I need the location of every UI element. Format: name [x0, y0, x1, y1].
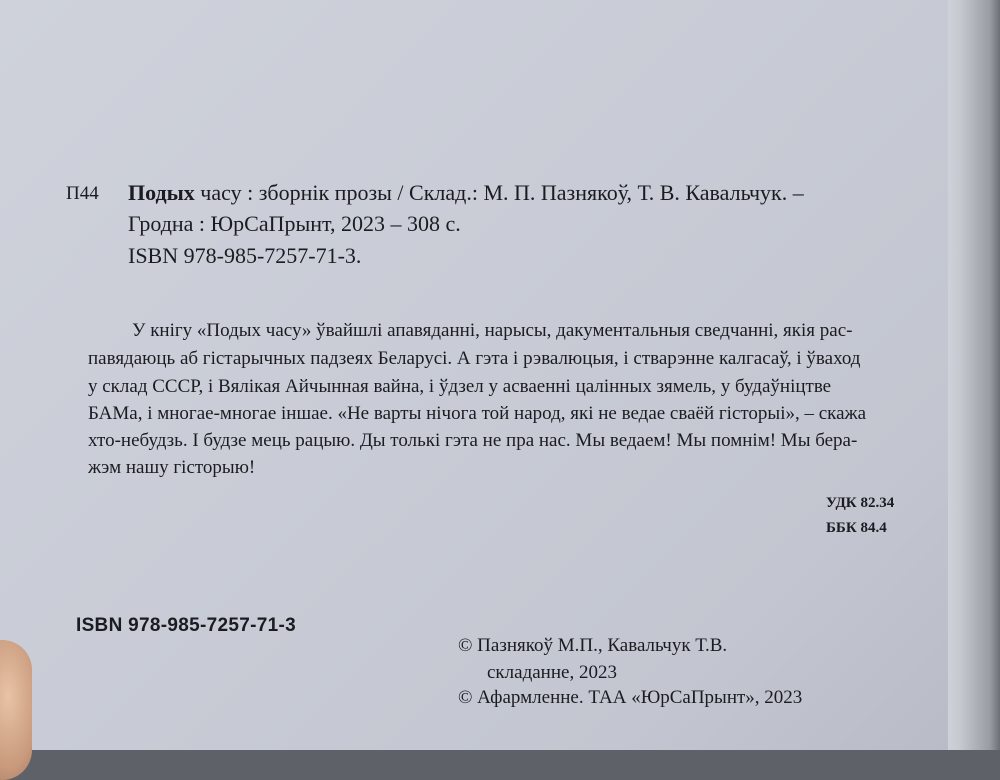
annotation-line-2: павядаюць аб гістарычных падзеях Беларусі. А гэта і рэвалюцыя, і стварэнне калгасаў, і ўваход: [88, 348, 861, 369]
annotation-line-4: БАМа, і многае-многае іншае. «Не варты нічога той народ, які не ведае сваёй гісторыі», – скажа: [88, 403, 867, 424]
library-code: П44: [66, 183, 99, 204]
annotation-line-5: хто-небудзь. І будзе мець рацыю. Ды толькі гэта не пра нас. Мы ведаем! Мы помнім! Мы бера-: [88, 430, 858, 451]
annotation-line-1: У кнігу «Подых часу» ўвайшлі апавяданні, нарысы, дакументальныя сведчанні, якія рас-: [132, 320, 853, 341]
copyright-design: © Афармленне. ТАА «ЮрСаПрынт», 2023: [458, 687, 803, 708]
bibliographic-line-2: Гродна : ЮрСаПрынт, 2023 – 308 с.: [128, 211, 461, 236]
bibliographic-line-1-rest: часу : зборнік прозы / Склад.: М. П. Пазнякоў, Т. В. Кавальчук. –: [194, 180, 804, 205]
bibliographic-line-1: [128, 180, 804, 206]
annotation-line-6: жэм нашу гісторыю!: [88, 457, 256, 478]
thumb-holding-page: [0, 640, 32, 780]
bibliographic-isbn: ISBN 978-985-7257-71-3.: [128, 243, 362, 268]
bbk-code: ББК 84.4: [826, 520, 887, 536]
udk-code: УДК 82.34: [826, 495, 895, 511]
annotation-line-3: у склад СССР, і Вялікая Айчынная вайна, і ўдзел у асваенні цалінных зямель, у будаўніцтве: [88, 376, 832, 397]
copyright-compilers-continuation: складанне, 2023: [487, 662, 617, 683]
book-title-bold: Подых: [128, 180, 195, 205]
footer-isbn: ISBN 978-985-7257-71-3: [76, 615, 296, 636]
copyright-compilers: © Пазнякоў М.П., Кавальчук Т.В.: [458, 635, 728, 656]
